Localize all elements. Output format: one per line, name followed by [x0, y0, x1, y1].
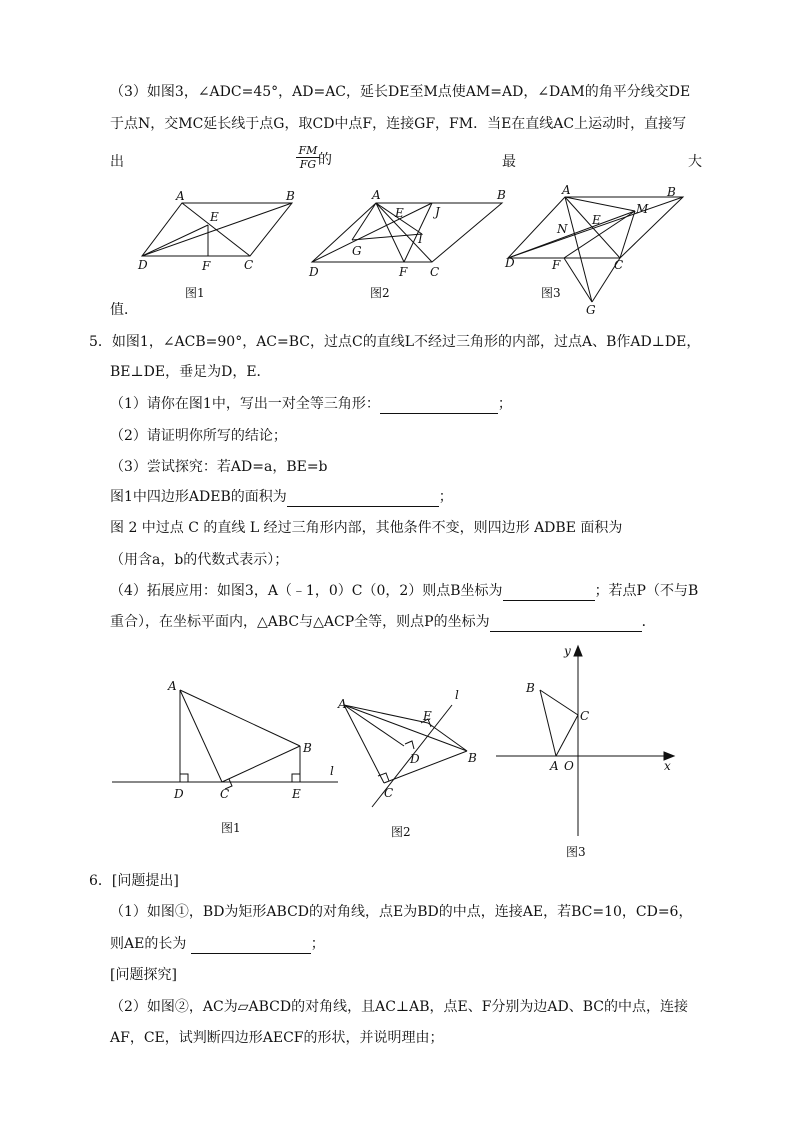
- q6-ae-answer-blank[interactable]: [191, 937, 311, 954]
- q5-line2: BE⊥DE，垂足为D，E．: [110, 364, 271, 380]
- fraction-denominator: FG: [296, 157, 320, 171]
- q4-fig3-label-f: F: [552, 258, 561, 272]
- q4-fig2-label-e: E: [395, 206, 404, 220]
- q5-fig2-label-c: C: [384, 786, 394, 800]
- q6-line4: [问题探究]: [110, 967, 177, 983]
- q6-line1: 6．[问题提出]: [89, 873, 179, 889]
- q4-fig2-label-d: D: [309, 265, 319, 279]
- q5-fig3-label-x: x: [664, 759, 671, 773]
- q5-fig2-label-b: B: [468, 751, 477, 765]
- q4-part3-line3-chu: 出: [110, 154, 124, 170]
- q5-line4: （2）请证明你所写的结论；: [110, 428, 287, 444]
- q5-fig1-caption: 图1: [221, 821, 241, 835]
- q4-fig1-label-e: E: [210, 210, 219, 224]
- q4-fig1-caption: 图1: [185, 286, 205, 300]
- q4-fig2-label-c: C: [430, 265, 440, 279]
- q6-line6: AF，CE，试判断四边形AECF的形状，并说明理由；: [110, 1030, 444, 1046]
- fraction-numerator: FM: [298, 144, 318, 157]
- q5-fig3-label-b: B: [526, 681, 535, 695]
- q4-fig2-label-i: I: [418, 232, 423, 246]
- q4-fig2-label-a: A: [372, 188, 381, 202]
- q5-fig3-caption: 图3: [566, 845, 586, 859]
- q6-line3: [110, 934, 325, 954]
- q5-fig1-label-l: l: [330, 764, 334, 778]
- q5-part1-text: （1）请你在图1中，写出一对全等三角形：: [110, 396, 380, 412]
- q4-part3-line1: （3）如图3，∠ADC=45°，AD=AC，延长DE至M点使AM=AD，∠DAM的角平分线交DE: [110, 84, 691, 100]
- q4-fig3-label-c: C: [614, 258, 624, 272]
- q4-fig3-label-b: B: [667, 185, 676, 199]
- q5-line7: 图 2 中过点 C 的直线 L 经过三角形内部，其他条件不变，则四边形 ADBE 面积为: [110, 520, 623, 536]
- q5-fig3-label-y: y: [564, 644, 571, 658]
- q4-part3-line3-de: 的: [318, 152, 332, 168]
- q4-fig3-label-e: E: [592, 213, 601, 227]
- q4-part3-line4: 值．: [110, 302, 138, 318]
- q6-line5: （2）如图②，AC为▱ABCD的对角线，且AC⊥AB，点E、F分别为边AD、BC的中点，连接: [110, 999, 689, 1015]
- q4-fig2-label-j: J: [435, 205, 440, 219]
- q5-fig2-label-d: D: [410, 752, 420, 766]
- q5-fig2-label-l: l: [455, 688, 459, 702]
- q5-part1-end: ；: [497, 396, 512, 412]
- q4-fig2-label-g: G: [352, 244, 362, 258]
- q5-fig1-area-end: ；: [438, 489, 453, 505]
- q5-fig1-label-b: B: [303, 741, 312, 755]
- q4-fig1-label-a: A: [176, 189, 185, 203]
- q5-fig1-label-a: A: [168, 679, 177, 693]
- q5-part4-p-end: ．: [641, 614, 656, 630]
- q5-part4-p-text: 重合），在坐标平面内，△ABC与△ACP全等，则点P的坐标为: [110, 614, 490, 630]
- q4-fig2-caption: 图2: [370, 286, 390, 300]
- q5-fig1-label-c: C: [220, 787, 230, 801]
- q5-fig2-caption: 图2: [391, 825, 411, 839]
- q5-fig3-label-c: C: [580, 709, 590, 723]
- q4-fig3-label-g: G: [586, 303, 596, 317]
- q4-fig2-label-f: F: [399, 265, 408, 279]
- q5-line1: 5．如图1，∠ACB=90°，AC=BC，过点C的直线L不经过三角形的内部，过点A、B作AD⊥DE，: [89, 334, 701, 350]
- q5-line8: （用含a，b的代数式表示）；: [110, 552, 289, 568]
- q4-fig1-label-b: B: [286, 189, 295, 203]
- q4-part3-line2: 于点N，交MC延长线于点G，取CD中点F，连接GF，FM．当E在直线AC上运动时，直接写: [110, 116, 687, 132]
- q6-ae-end: ；: [310, 936, 325, 952]
- q5-fig3-label-a: A: [550, 759, 559, 773]
- q6-line2: （1）如图①，BD为矩形ABCD的对角线，点E为BD的中点，连接AE，若BC=10，CD=6，: [110, 904, 693, 920]
- q4-fig2-label-b: B: [497, 188, 506, 202]
- q5-part4-text: （4）拓展应用：如图3，A（﹣1，0）C（0，2）则点B坐标为: [110, 583, 503, 599]
- q4-fig3-label-a: A: [562, 183, 571, 197]
- q4-fig1-label-c: C: [244, 258, 254, 272]
- q6-ae-text: 则AE的长为: [110, 936, 187, 952]
- q4-fig3-label-m: M: [636, 202, 649, 216]
- q4-fig1-label-d: D: [138, 258, 148, 272]
- q4-part3-line3-zui: 最: [502, 154, 516, 170]
- q4-fig3-caption: 图3: [541, 286, 561, 300]
- q4-fig3-label-d: D: [505, 256, 515, 270]
- q4-fig1-label-f: F: [202, 259, 211, 273]
- q5-line5: （3）尝试探究：若AD=a，BE=b: [110, 459, 328, 475]
- q4-part3-line3-da: 大: [688, 154, 702, 170]
- q5-fig1-area-text: 图1中四边形ADEB的面积为: [110, 489, 287, 505]
- q4-fig3-label-n: N: [557, 222, 568, 236]
- q5-fig1-label-e: E: [292, 787, 301, 801]
- q5-fig2-label-e: E: [423, 709, 432, 723]
- q5-part4-mid: ；若点P（不与B: [594, 583, 699, 599]
- q5-fig1-label-d: D: [174, 787, 184, 801]
- q5-fig3-label-o: O: [564, 759, 574, 773]
- q5-fig2-label-a: A: [338, 697, 347, 711]
